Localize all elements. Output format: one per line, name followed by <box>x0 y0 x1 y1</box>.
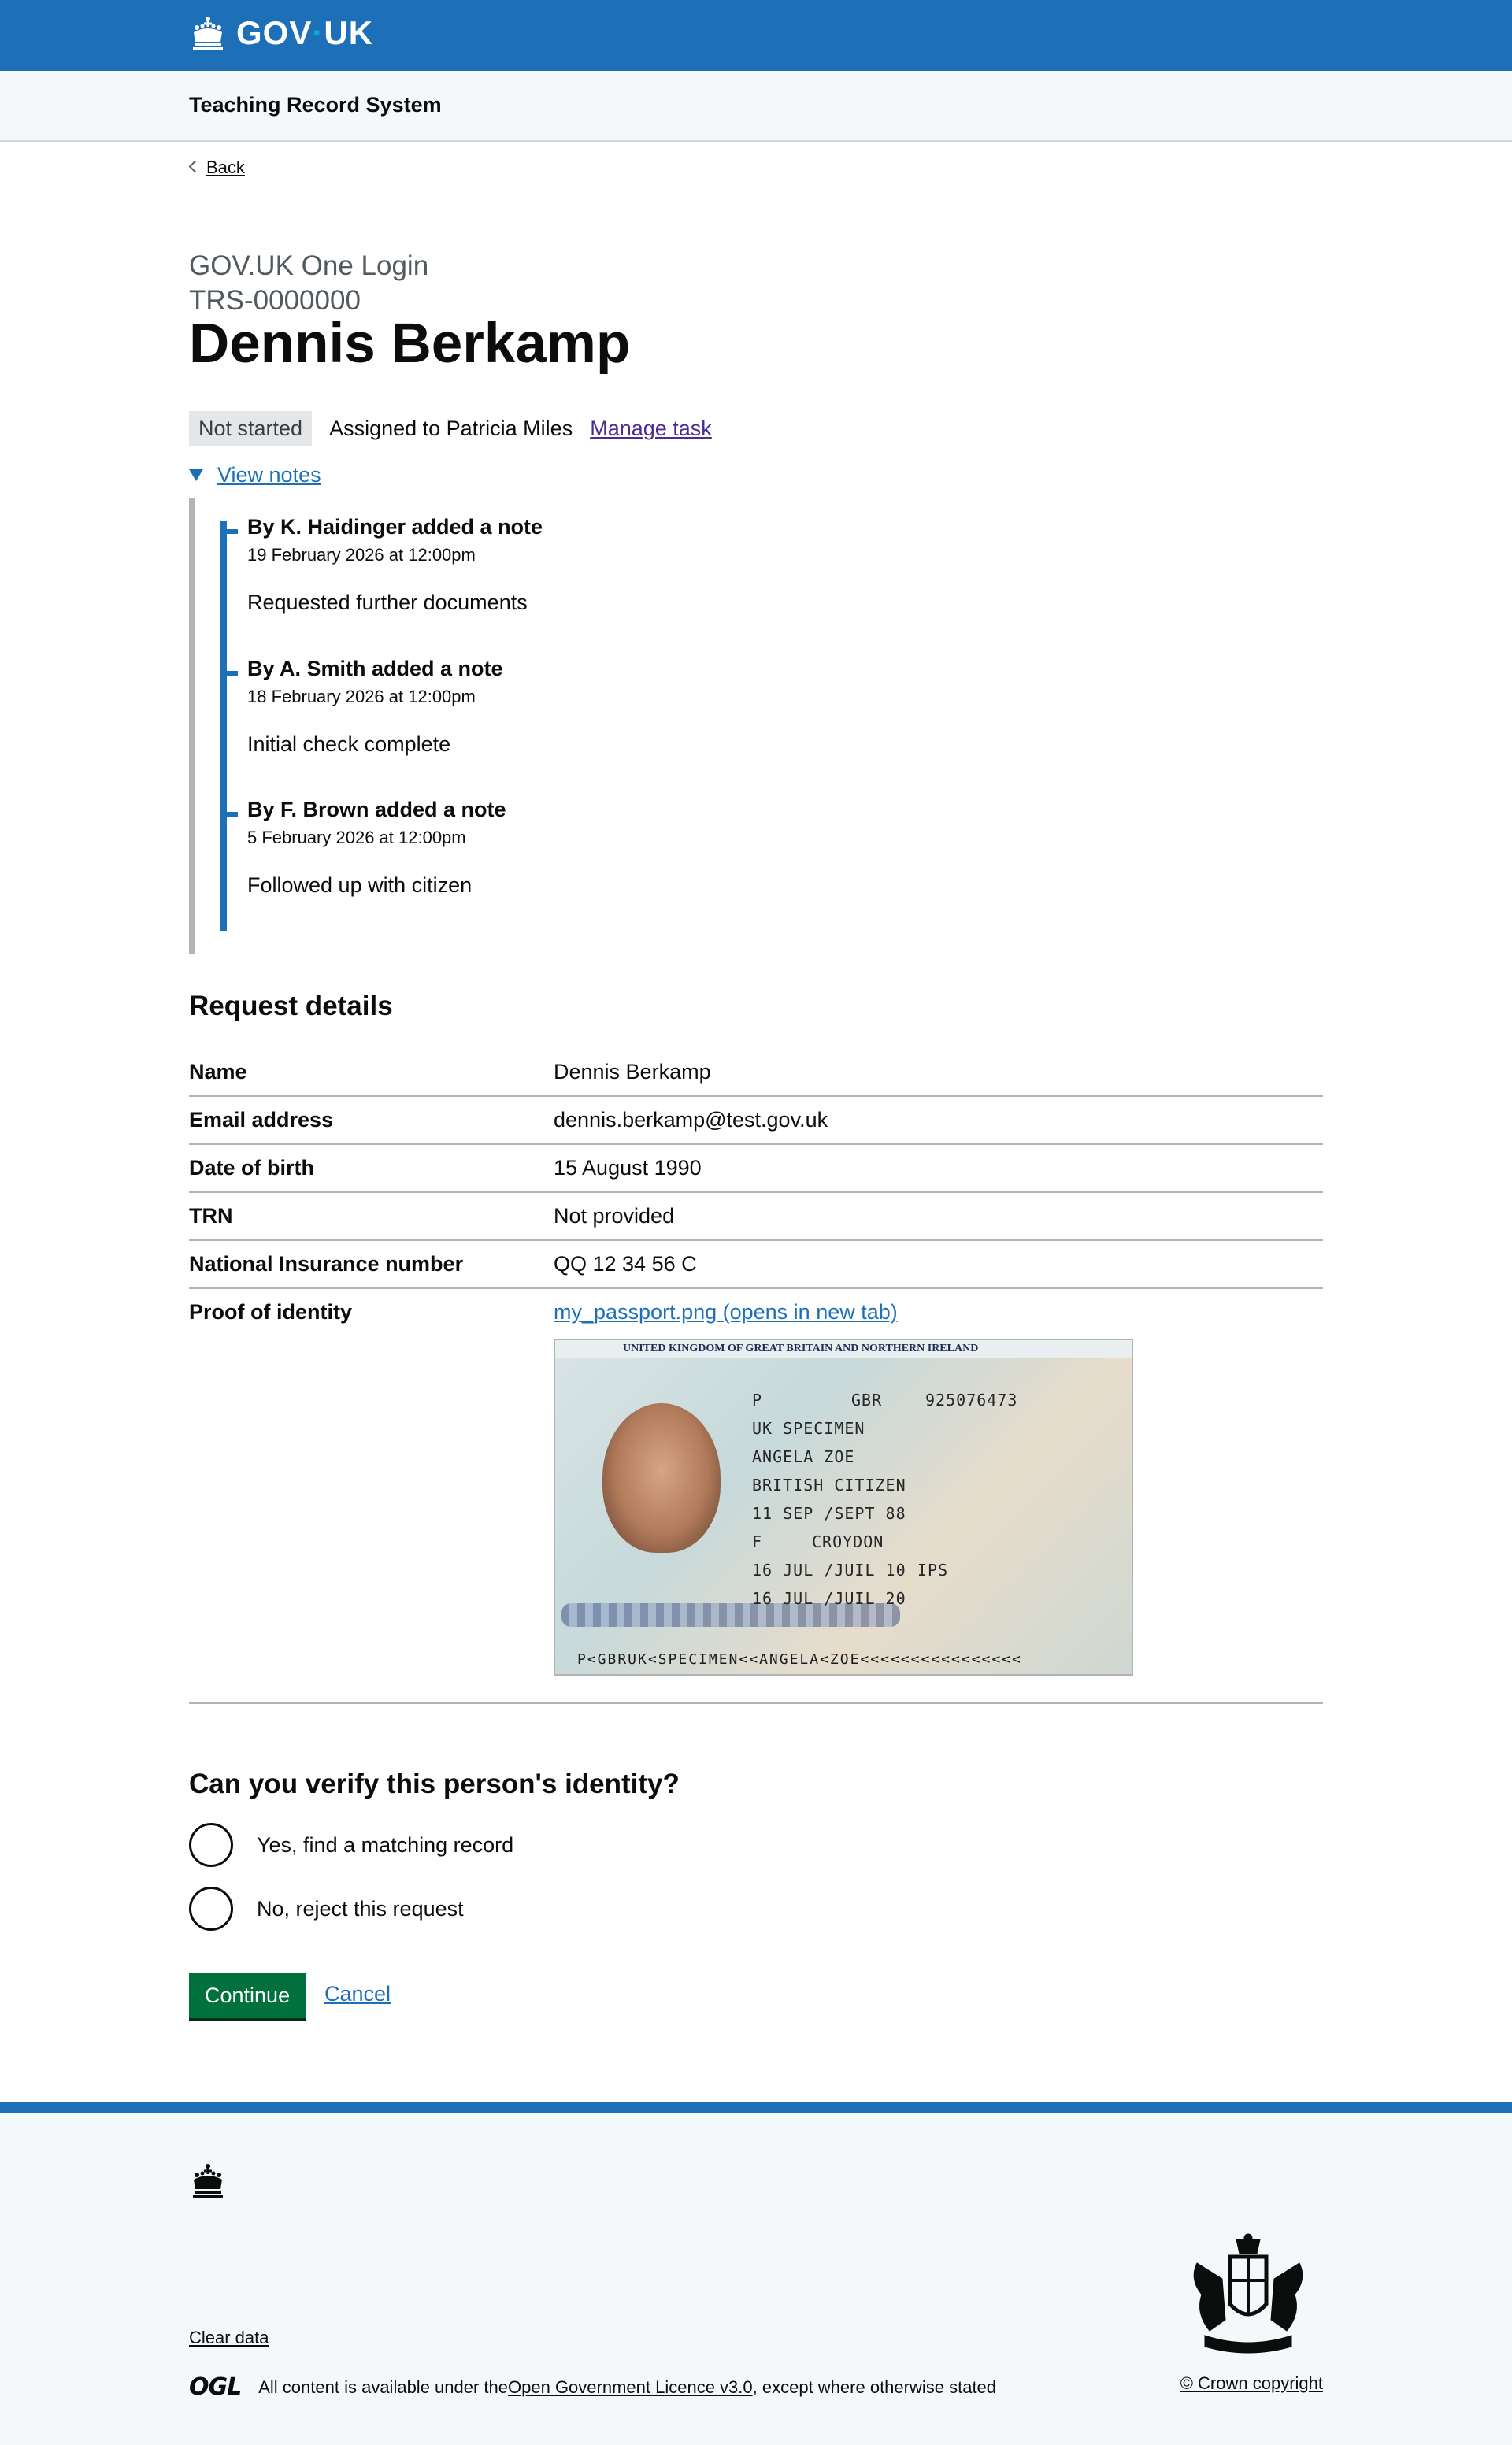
radio-input-yes[interactable] <box>189 1823 233 1867</box>
radio-label-no: No, reject this request <box>257 1896 464 1921</box>
summary-value: dennis.berkamp@test.gov.uk <box>554 1108 828 1132</box>
govuk-logotype: GOV·UK <box>236 14 374 51</box>
passport-issue: 16 JUL /JUIL 10 <box>752 1561 906 1580</box>
view-notes-toggle[interactable] <box>189 463 321 487</box>
task-status-row <box>189 411 712 446</box>
assigned-to-text: Assigned to Patricia Miles <box>329 417 573 440</box>
licence-suffix: , except where otherwise stated <box>752 2376 997 2397</box>
summary-value: Dennis Berkamp <box>554 1060 711 1084</box>
summary-row-dob <box>189 1145 1323 1193</box>
summary-key: National Insurance number <box>189 1252 464 1276</box>
radio-option-yes[interactable] <box>189 1823 513 1867</box>
passport-place: CROYDON <box>812 1532 884 1551</box>
radio-option-no[interactable] <box>189 1887 464 1931</box>
passport-given-names: ANGELA ZOE <box>752 1447 855 1466</box>
govuk-logo-link[interactable] <box>189 14 373 52</box>
crown-icon <box>189 2162 227 2199</box>
ogl-logo: OGL <box>189 2373 242 2401</box>
caption-service: GOV.UK One Login <box>189 250 429 281</box>
service-navigation <box>0 71 1512 142</box>
summary-row-email <box>189 1097 1323 1145</box>
summary-value: 15 August 1990 <box>554 1156 702 1180</box>
page-title: Dennis Berkamp <box>189 313 631 375</box>
passport-type: P <box>752 1391 763 1410</box>
timeline-line <box>220 521 227 931</box>
summary-key: Proof of identity <box>189 1300 352 1324</box>
passport-authority: IPS <box>917 1561 949 1580</box>
note-date: 18 February 2026 at 12:00pm <box>247 687 476 706</box>
note-title: By F. Brown added a note <box>247 798 506 821</box>
passport-number: 925076473 <box>925 1391 1018 1410</box>
licence-link[interactable]: Open Government Licence v3.0 <box>508 2376 753 2397</box>
summary-row-proof-of-identity <box>189 1289 1323 1704</box>
status-tag: Not started <box>189 411 312 446</box>
govuk-footer <box>0 2102 1512 2445</box>
passport-banner: UNITED KINGDOM OF GREAT BRITAIN AND NORTHERN IRELAND <box>555 1340 1132 1358</box>
notes-panel <box>189 498 904 954</box>
passport-photo <box>602 1403 721 1553</box>
triangle-down-icon <box>189 469 203 481</box>
service-name[interactable]: Teaching Record System <box>189 93 442 117</box>
summary-value: Not provided <box>554 1204 675 1228</box>
note-date: 19 February 2026 at 12:00pm <box>247 545 476 565</box>
summary-value <box>554 1289 1323 1702</box>
passport-image[interactable] <box>554 1339 1133 1676</box>
passport-nationality: BRITISH CITIZEN <box>752 1476 906 1495</box>
note-body: Followed up with citizen <box>247 873 472 897</box>
note-title: By K. Haidinger added a note <box>247 515 543 539</box>
note-body: Requested further documents <box>247 591 528 614</box>
note-title: By A. Smith added a note <box>247 657 503 680</box>
summary-key: Date of birth <box>189 1156 314 1180</box>
crown-copyright-link[interactable]: © Crown copyright <box>1180 2373 1323 2393</box>
summary-row-name <box>189 1049 1323 1097</box>
timeline-marker <box>220 812 238 817</box>
clear-data-link[interactable]: Clear data <box>189 2328 269 2347</box>
licence-row <box>189 2373 996 2401</box>
continue-button[interactable]: Continue <box>189 1973 306 2018</box>
summary-key: Name <box>189 1060 247 1084</box>
summary-row-trn <box>189 1193 1323 1241</box>
licence-prefix: All content is available under the <box>258 2376 509 2397</box>
passport-file-link[interactable]: my_passport.png (opens in new tab) <box>554 1300 898 1324</box>
view-notes-label: View notes <box>217 463 321 487</box>
summary-value: QQ 12 34 56 C <box>554 1252 697 1276</box>
back-link[interactable] <box>189 157 245 178</box>
chevron-left-icon <box>189 161 202 173</box>
timeline-marker <box>220 529 238 534</box>
caption-reference: TRS-0000000 <box>189 285 361 316</box>
radio-label-yes: Yes, find a matching record <box>257 1832 514 1857</box>
summary-key: TRN <box>189 1204 233 1228</box>
crest-icon <box>1173 2232 1323 2358</box>
passport-expiry: 16 JUL /JUIL 20 <box>752 1589 906 1608</box>
note-date: 5 February 2026 at 12:00pm <box>247 828 466 847</box>
passport-code: GBR <box>851 1391 883 1410</box>
cancel-link[interactable]: Cancel <box>324 1982 391 2006</box>
passport-mrz: P<GBRUK<SPECIMEN<<ANGELA<ZOE<<<<<<<<<<<<<<<< <box>577 1651 1022 1668</box>
summary-row-nino <box>189 1241 1323 1289</box>
manage-task-link[interactable]: Manage task <box>590 417 712 440</box>
passport-surname: UK SPECIMEN <box>752 1419 865 1438</box>
crown-icon <box>189 15 227 51</box>
timeline-marker <box>220 671 238 676</box>
govuk-header <box>0 0 1512 71</box>
summary-key: Email address <box>189 1108 334 1132</box>
radio-input-no[interactable] <box>189 1887 233 1931</box>
back-link-label: Back <box>206 157 245 177</box>
passport-sex: F <box>752 1532 763 1551</box>
request-details-list <box>189 1049 1323 1704</box>
request-details-heading: Request details <box>189 991 393 1021</box>
passport-dob: 11 SEP /SEPT 88 <box>752 1504 906 1523</box>
verify-question: Can you verify this person's identity? <box>189 1769 680 1799</box>
note-body: Initial check complete <box>247 732 451 756</box>
